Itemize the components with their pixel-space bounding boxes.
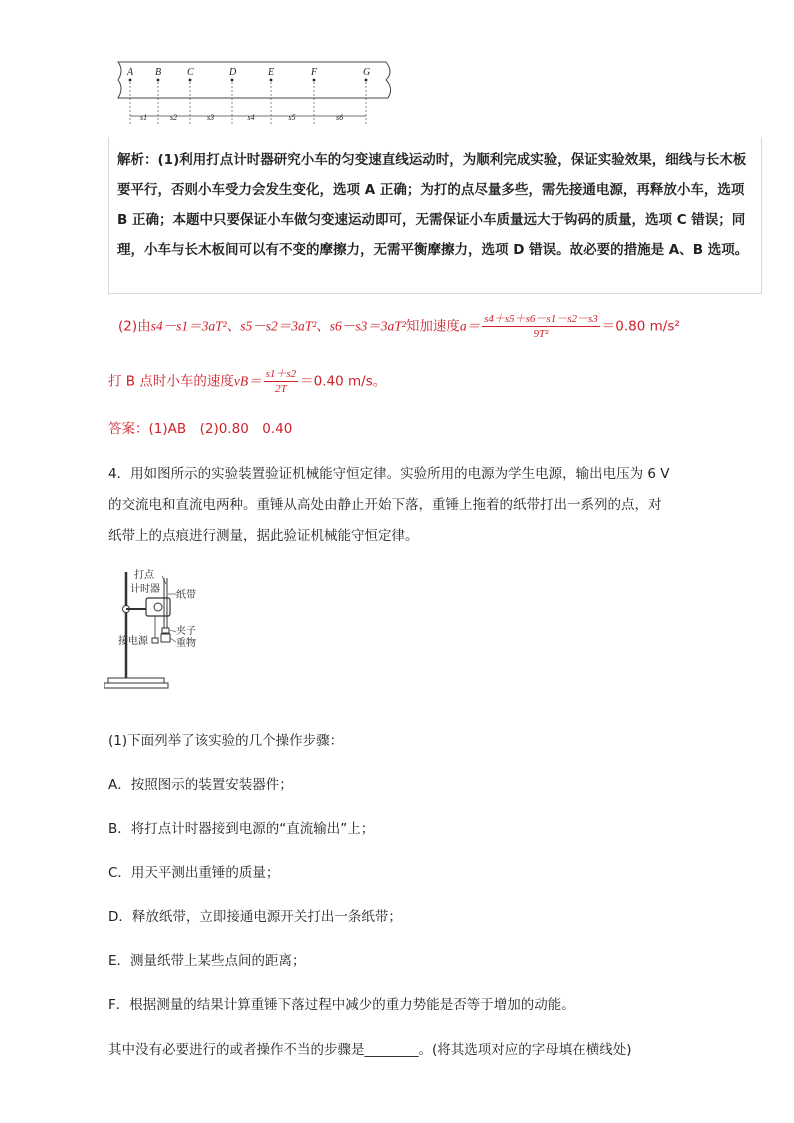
tape-segment-label: s5: [288, 113, 296, 122]
apparatus-figure: [104, 562, 214, 692]
solution-line-1: [118, 312, 680, 341]
tape-point-dot: [231, 79, 234, 82]
question4-line-3: 纸带上的点痕进行测量，据此验证机械能守恒定律。: [108, 528, 419, 544]
step-a: A．按照图示的装置安装器件；: [108, 777, 293, 793]
step-d: D．释放纸带，立即接通电源开关打出一条纸带；: [108, 909, 402, 925]
tape-point-dot: [270, 79, 273, 82]
step-c: C．用天平测出重锤的质量；: [108, 865, 280, 881]
paper-tape-figure: [108, 58, 398, 130]
step-b: B．将打点计时器接到电源的“直流输出”上；: [108, 821, 375, 837]
label-clip: 夹子: [176, 626, 196, 637]
acceleration-denominator: 9T²: [533, 328, 549, 340]
velocity-denominator: 2T: [275, 383, 287, 395]
tape-point-dot: [129, 79, 132, 82]
tape-segment-label: s2: [170, 113, 178, 122]
velocity-prefix: 打 B 点时小车的速度: [108, 373, 234, 390]
label-tape: 纸带: [176, 590, 196, 601]
explanation-label: 解析：: [117, 152, 158, 168]
solution-mid: 知加速度: [405, 318, 460, 335]
acceleration-numerator: s4＋s5＋s6－s1－s2－s3: [484, 313, 598, 325]
tape-point-dot: [365, 79, 368, 82]
label-timer-bottom: 计时器: [130, 584, 160, 595]
tape-point-label: G: [363, 67, 371, 78]
velocity-numerator: s1＋s2: [265, 368, 297, 380]
tape-point-label: C: [187, 67, 194, 78]
question4-line-2: 的交流电和直流电两种。重锤从高处由静止开始下落，重锤上拖着的纸带打出一系列的点，对: [108, 497, 662, 513]
tape-point-label: A: [127, 67, 134, 78]
velocity-fraction: [264, 367, 299, 396]
paper-tape-diagram: [108, 58, 398, 130]
tape-segment-label: s6: [336, 113, 344, 122]
tape-point-label: D: [229, 67, 237, 78]
velocity-result: ＝0.40 m/s。: [300, 373, 387, 390]
explanation-text: [117, 145, 757, 265]
tape-segment-label: s3: [207, 113, 215, 122]
solution-equations: s4－s1＝3aT²、s5－s2＝3aT²、s6－s3＝3aT²: [150, 318, 406, 334]
solution-line-2: [108, 367, 386, 396]
label-timer-top: 打点: [134, 570, 154, 581]
tape-point-label: E: [268, 67, 275, 78]
tape-point-dot: [189, 79, 192, 82]
sub-question-1: (1)下面列举了该实验的几个操作步骤：: [108, 733, 344, 749]
acceleration-fraction: [482, 312, 600, 341]
tape-point-label: B: [155, 67, 162, 78]
tape-segment-label: s4: [247, 113, 255, 122]
tape-point-label: F: [311, 67, 318, 78]
acceleration-result: ＝0.80 m/s²: [601, 318, 680, 335]
label-weight: 重物: [176, 638, 196, 649]
tape-point-dot: [157, 79, 160, 82]
question4-line-1: 4．用如图所示的实验装置验证机械能守恒定律。实验所用的电源为学生电源，输出电压为 6 V: [108, 466, 670, 482]
answer-line: 答案：(1)AB (2)0.80 0.40: [108, 421, 293, 437]
explanation-box: [108, 137, 762, 294]
final-question: 其中没有必要进行的或者操作不当的步骤是________。(将其选项对应的字母填在横线处): [108, 1042, 632, 1058]
tape-segment-label: s1: [140, 113, 148, 122]
acceleration-symbol: a＝: [459, 318, 481, 334]
velocity-symbol: vB＝: [233, 373, 262, 389]
solution-prefix: (2)由: [118, 318, 151, 335]
apparatus-diagram: [104, 562, 214, 692]
explanation-body: (1)利用打点计时器研究小车的匀变速直线运动时，为顺利完成实验，保证实验效果，细线与长木板要平行，否则小车受力会发生变化，选项 A 正确；为打的点尽量多些，需先接通电源，再释放小车，选项 B 正确；本题中只要保证小车做匀变速运动即可，无需保证小车质量远大于钩码的质量，选项 C 错误；同理，小车与长木板间可以有不变的摩擦力，无需平衡摩擦力，选项 D 错误。故必要的措施是 A、B 选项。: [117, 152, 749, 258]
step-e: E．测量纸带上某些点间的距离；: [108, 953, 306, 969]
tape-point-dot: [313, 79, 316, 82]
step-f: F．根据测量的结果计算重锤下落过程中减少的重力势能是否等于增加的动能。: [108, 997, 575, 1013]
label-power: 接电源: [118, 636, 148, 647]
